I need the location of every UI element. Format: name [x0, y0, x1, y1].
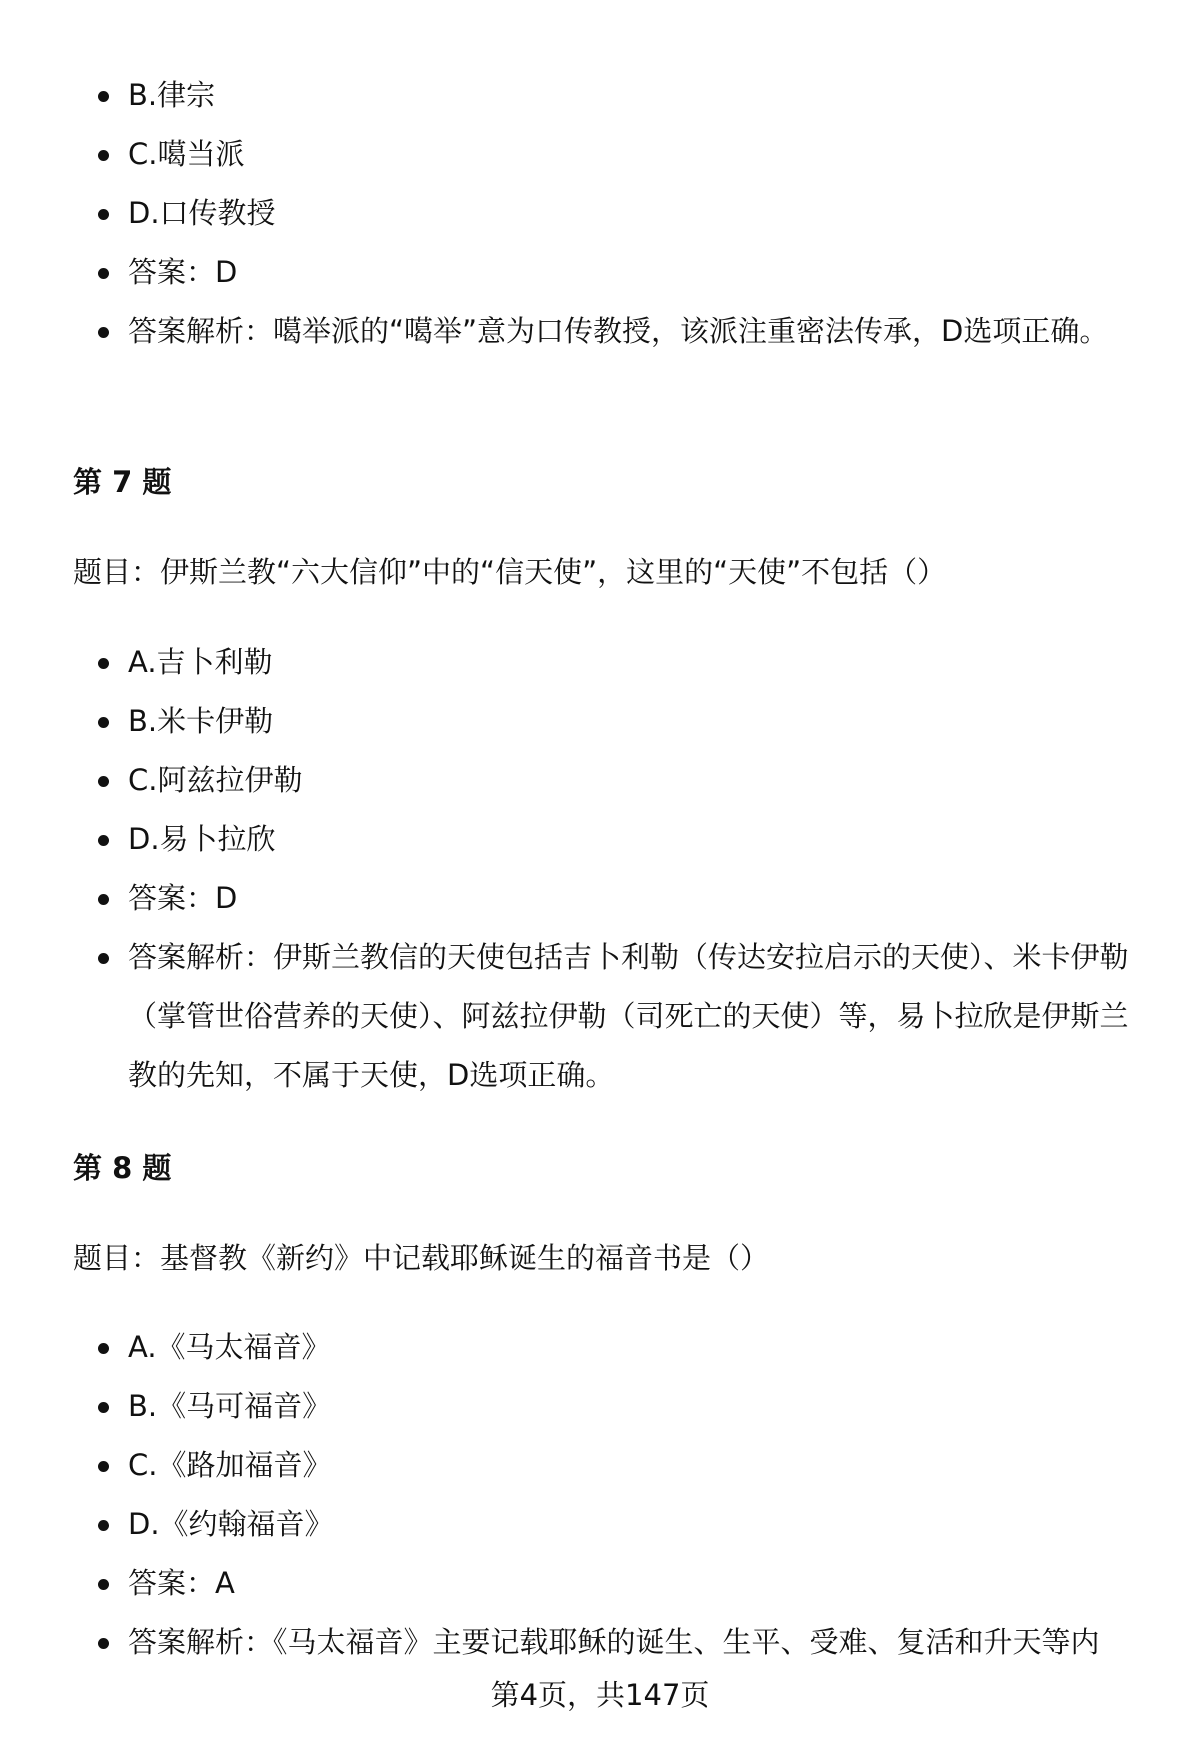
list-item — [0, 633, 1200, 692]
option-text: B.米卡伊勒 — [128, 704, 274, 738]
q8-option-list — [0, 1318, 1200, 1672]
option-text: A.吉卜利勒 — [128, 645, 273, 679]
list-item — [0, 1436, 1200, 1495]
bullet-icon — [98, 268, 109, 279]
bullet-icon — [98, 1579, 109, 1590]
answer-text: 答案：D — [128, 881, 238, 915]
option-text: D.《约翰福音》 — [128, 1507, 334, 1541]
bullet-icon — [98, 91, 109, 102]
option-text: C.阿兹拉伊勒 — [128, 763, 303, 797]
bullet-icon — [98, 776, 109, 787]
q7-option-list — [0, 633, 1200, 1105]
bullet-icon — [98, 1520, 109, 1531]
bullet-icon — [98, 953, 109, 964]
analysis-text: 答案解析：伊斯兰教信的天使包括吉卜利勒（传达安拉启示的天使）、米卡伊勒（掌管世俗营养的天使）、阿兹拉伊勒（司死亡的天使）等，易卜拉欣是伊斯兰教的先知，不属于天使，D选项正确。 — [128, 940, 1129, 1092]
bullet-icon — [98, 327, 109, 338]
list-item — [0, 692, 1200, 751]
question-stem: 题目：基督教《新约》中记载耶稣诞生的福音书是（） — [73, 1241, 770, 1275]
list-item — [0, 810, 1200, 869]
page-number: 第4页，共147页 — [490, 1678, 710, 1712]
list-item — [0, 1377, 1200, 1436]
list-item — [0, 1495, 1200, 1554]
analysis-text: 答案解析：《马太福音》主要记载耶稣的诞生、生平、受难、复活和升天等内 — [128, 1625, 1100, 1659]
list-item — [0, 1613, 1200, 1672]
option-text: D.口传教授 — [128, 196, 276, 230]
bullet-icon — [98, 209, 109, 220]
bullet-icon — [98, 658, 109, 669]
bullet-icon — [98, 150, 109, 161]
list-item — [0, 869, 1200, 928]
option-text: C.《路加福音》 — [128, 1448, 332, 1482]
list-item — [0, 1554, 1200, 1613]
bullet-icon — [98, 1402, 109, 1413]
bullet-icon — [98, 894, 109, 905]
bullet-icon — [98, 835, 109, 846]
option-text: A.《马太福音》 — [128, 1330, 331, 1364]
q6-option-list — [0, 66, 1200, 361]
question-heading: 第 7 题 — [73, 465, 172, 499]
list-item — [0, 302, 1200, 361]
list-item — [0, 1318, 1200, 1377]
bullet-icon — [98, 717, 109, 728]
question-heading: 第 8 题 — [73, 1151, 172, 1185]
option-text: B.《马可福音》 — [128, 1389, 332, 1423]
list-item — [0, 928, 1200, 1105]
list-item — [0, 184, 1200, 243]
list-item — [0, 66, 1200, 125]
bullet-icon — [98, 1461, 109, 1472]
bullet-icon — [98, 1638, 109, 1649]
question-stem: 题目：伊斯兰教“六大信仰”中的“信天使”，这里的“天使”不包括（） — [73, 555, 947, 589]
answer-text: 答案：D — [128, 255, 238, 289]
list-item — [0, 751, 1200, 810]
option-text: C.噶当派 — [128, 137, 245, 171]
bullet-icon — [98, 1343, 109, 1354]
option-text: B.律宗 — [128, 78, 216, 112]
list-item — [0, 125, 1200, 184]
analysis-text: 答案解析：噶举派的“噶举”意为口传教授，该派注重密法传承，D选项正确。 — [128, 314, 1109, 348]
answer-text: 答案：A — [128, 1566, 235, 1600]
list-item — [0, 243, 1200, 302]
option-text: D.易卜拉欣 — [128, 822, 276, 856]
